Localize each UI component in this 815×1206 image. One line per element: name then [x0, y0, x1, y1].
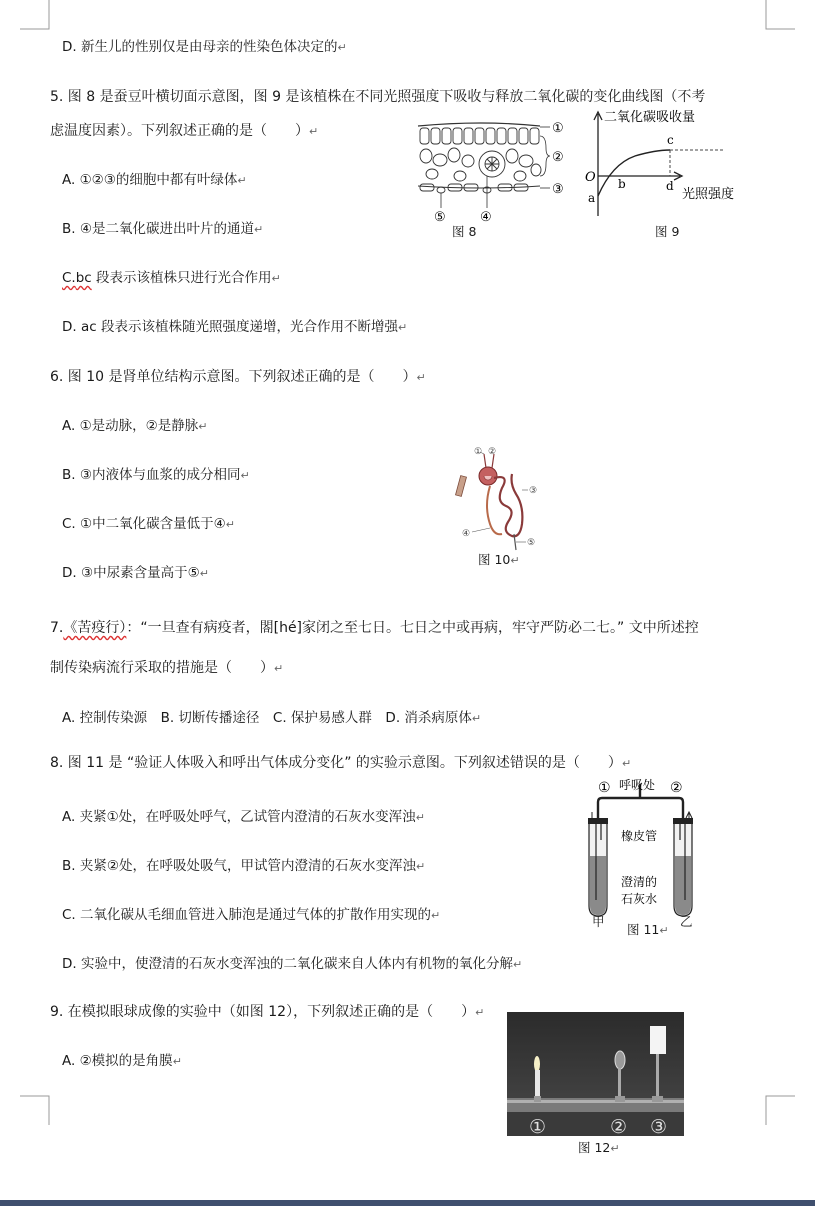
fig9-xlabel: 光照强度	[682, 187, 735, 202]
figure-12-eye-model-photo	[507, 1012, 684, 1136]
fig12-label-2: ②	[610, 1116, 628, 1136]
fig10-label-2: ②	[488, 447, 497, 457]
fig10-label-5: ⑤	[527, 538, 536, 548]
fig12-label-3: ③	[650, 1116, 668, 1136]
fig12-label-1: ①	[529, 1116, 547, 1136]
fig9-ylabel: 二氧化碳吸收量	[604, 110, 696, 125]
fig11-label-limewater-1: 澄清的	[621, 875, 658, 889]
fig9-point-d: d	[666, 179, 674, 193]
q8-option-d: D. 实验中，使澄清的石灰水变浑浊的二氧化碳来自人体内有机物的氧化分解↵	[62, 956, 523, 972]
corner-mark-bottom-left	[20, 1095, 50, 1125]
q5-option-c: C.bc 段表示该植株只进行光合作用↵	[62, 270, 281, 286]
fig9-point-a: a	[588, 191, 596, 205]
window-bottom-bar	[0, 1200, 815, 1206]
q4-option-d: D. 新生儿的性别仅是由母亲的性染色体决定的↵	[62, 39, 347, 55]
figure-11-breathing-apparatus	[585, 778, 700, 928]
q8-option-b: B. 夹紧②处，在呼吸处吸气，甲试管内澄清的石灰水变浑浊↵	[62, 858, 426, 874]
fig8-label-3: ③	[552, 182, 564, 197]
figure-8-leaf-cross-section	[412, 118, 572, 226]
fig9-point-b: b	[618, 177, 626, 191]
paragraph-mark: ↵	[337, 41, 347, 54]
fig10-label-1: ①	[474, 447, 483, 457]
q5-option-a: A. ①②③的细胞中都有叶绿体↵	[62, 172, 247, 188]
fig8-label-4: ④	[480, 210, 492, 225]
q8-stem: 8. 图 11 是 “验证人体吸入和呼出气体成分变化” 的实验示意图。下列叙述错误的是（ ）↵	[50, 755, 632, 771]
q8-option-a: A. 夹紧①处，在呼吸处呼气，乙试管内澄清的石灰水变浑浊↵	[62, 809, 425, 825]
fig11-label-breathing-point: 呼吸处	[619, 778, 656, 792]
fig8-label-5: ⑤	[434, 210, 446, 225]
q7-stem-line2: 制传染病流行采取的措施是（ ）↵	[50, 660, 284, 676]
fig10-label-4: ④	[462, 529, 471, 539]
fig9-point-c: c	[667, 133, 674, 147]
fig11-label-tube-jia: 甲	[592, 914, 605, 929]
q9-option-a: A. ②模拟的是角膜↵	[62, 1053, 182, 1069]
fig11-label-clip-1: ①	[598, 780, 611, 796]
figure-10-nephron	[450, 444, 550, 554]
q8-option-c: C. 二氧化碳从毛细血管进入肺泡是通过气体的扩散作用实现的↵	[62, 907, 441, 923]
q6-option-a: A. ①是动脉，②是静脉↵	[62, 418, 208, 434]
fig11-label-limewater-2: 石灰水	[621, 892, 658, 906]
fig9-origin: O	[585, 170, 596, 185]
corner-mark-top-left	[20, 0, 50, 30]
q5-stem-line2: 虑温度因素）。下列叙述正确的是（ ）↵	[50, 123, 319, 139]
q6-stem: 6. 图 10 是肾单位结构示意图。下列叙述正确的是（ ）↵	[50, 369, 426, 385]
fig11-label-rubber-tube: 橡皮管	[621, 829, 658, 843]
corner-mark-bottom-right	[765, 1095, 795, 1125]
figure-9-co2-curve	[580, 104, 750, 220]
fig8-label-2: ②	[552, 150, 564, 165]
fig10-caption: 图 10↵	[478, 552, 520, 567]
fig11-caption: 图 11↵	[627, 922, 669, 937]
q5-stem-line1: 5. 图 8 是蚕豆叶横切面示意图，图 9 是该植株在不同光照强度下吸收与释放二氧化碳的变化曲线图（不考	[50, 89, 706, 105]
fig8-caption: 图 8	[452, 224, 477, 239]
q6-option-c: C. ①中二氧化碳含量低于④↵	[62, 516, 235, 532]
fig10-label-3: ③	[529, 486, 538, 496]
corner-mark-top-right	[765, 0, 795, 30]
q5-option-b: B. ④是二氧化碳进出叶片的通道↵	[62, 221, 264, 237]
q7-stem-line1: 7.《苦疫行）：“一旦查有病疫者，閤[hé]家闭之至七日。七日之中或再病，牢守严防必二七。” 文中所述控	[50, 620, 699, 636]
fig12-caption: 图 12↵	[578, 1140, 620, 1155]
fig8-label-1: ①	[552, 121, 564, 136]
q5-option-d: D. ac 段表示该植株随光照强度递增，光合作用不断增强↵	[62, 319, 408, 335]
fig11-label-clip-2: ②	[670, 780, 683, 796]
fig11-label-tube-yi: 乙	[680, 914, 693, 929]
q6-option-b: B. ③内液体与血浆的成分相同↵	[62, 467, 250, 483]
fig9-caption: 图 9	[655, 224, 680, 239]
q6-option-d: D. ③中尿素含量高于⑤↵	[62, 565, 209, 581]
q9-stem: 9. 在模拟眼球成像的实验中（如图 12），下列叙述正确的是（ ）↵	[50, 1004, 485, 1020]
q7-options: A. 控制传染源 B. 切断传播途径 C. 保护易感人群 D. 消杀病原体↵	[62, 710, 482, 726]
